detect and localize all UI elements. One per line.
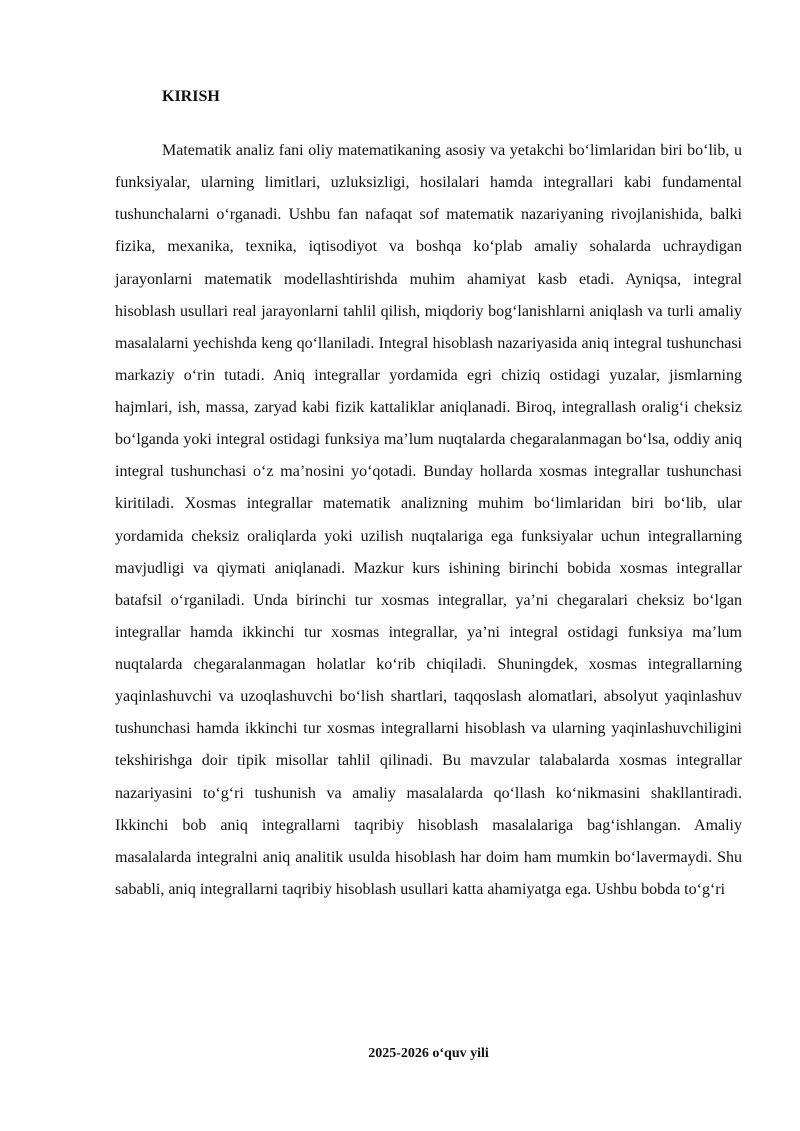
section-heading: KIRISH [162, 88, 220, 105]
body-paragraph: Matematik analiz fani oliy matematikaning asosiy va yetakchi bo‘limlaridan biri bo‘lib, u funksiyalar, ularning limitlari, uzluksizligi, hosilalari hamda integrallari kabi fundamental tushunchalarni o‘rganadi. Ushbu fan nafaqat sof matematik nazariyaning rivojlanishida, balki fizika, mexanika, texnika, iqtisodiyot va boshqa ko‘plab amaliy sohalarda uchraydigan jarayonlarni matematik modellashtirishda muhim ahamiyat kasb etadi. Ayniqsa, integral hisoblash usullari real jarayonlarni tahlil qilish, miqdoriy bog‘lanishlarni aniqlash va turli amaliy masalalarni yechishda keng qo‘llaniladi. Integral hisoblash nazariyasida aniq integral tushunchasi markaziy o‘rin tutadi. Aniq integrallar yordamida egri chiziq ostidagi yuzalar, jismlarning hajmlari, ish, massa, zaryad kabi fizik kattaliklar aniqlanadi. Biroq, integrallash oralig‘i cheksiz bo‘lganda yoki integral ostidagi funksiya ma’lum nuqtalarda chegaralanmagan bo‘lsa, oddiy aniq integral tushunchasi o‘z ma’nosini yo‘qotadi. Bunday hollarda xosmas integrallar tushunchasi kiritiladi. Xosmas integrallar matematik analizning muhim bo‘limlaridan biri bo‘lib, ular yordamida cheksiz oraliqlarda yoki uzilish nuqtalariga ega funksiyalar uchun integrallarning mavjudligi va qiymati aniqlanadi. Mazkur kurs ishining birinchi bobida xosmas integrallar batafsil o‘rganiladi. Unda birinchi tur xosmas integrallar, ya’ni chegaralari cheksiz bo‘lgan integrallar hamda ikkinchi tur xosmas integrallar, ya’ni integral ostidagi funksiya ma’lum nuqtalarda chegaralanmagan holatlar ko‘rib chiqiladi. Shuningdek, xosmas integrallarning yaqinlashuvchi va uzoqlashuvchi bo‘lish shartlari, taqqoslash alomatlari, absolyut yaqinlashuv tushunchasi hamda ikkinchi tur xosmas integrallarni hisoblash va ularning yaqinlashuvchiligini tekshirishga doir tipik misollar tahlil qilinadi. Bu mavzular talabalarda xosmas integrallar nazariyasini to‘g‘ri tushunish va amaliy masalalarda qo‘llash ko‘nikmasini shakllantiradi. Ikkinchi bob aniq integrallarni taqribiy hisoblash masalalariga bag‘ishlangan. Amaliy masalalarda integralni aniq analitik usulda hisoblash har doim ham mumkin bo‘lavermaydi. Shu sababli, aniq integrallarni taqribiy hisoblash usullari katta ahamiyatga ega. Ushbu bobda to‘g‘ri [115, 142, 742, 898]
page-footer: 2025-2026 o‘quv yili [368, 1046, 489, 1061]
